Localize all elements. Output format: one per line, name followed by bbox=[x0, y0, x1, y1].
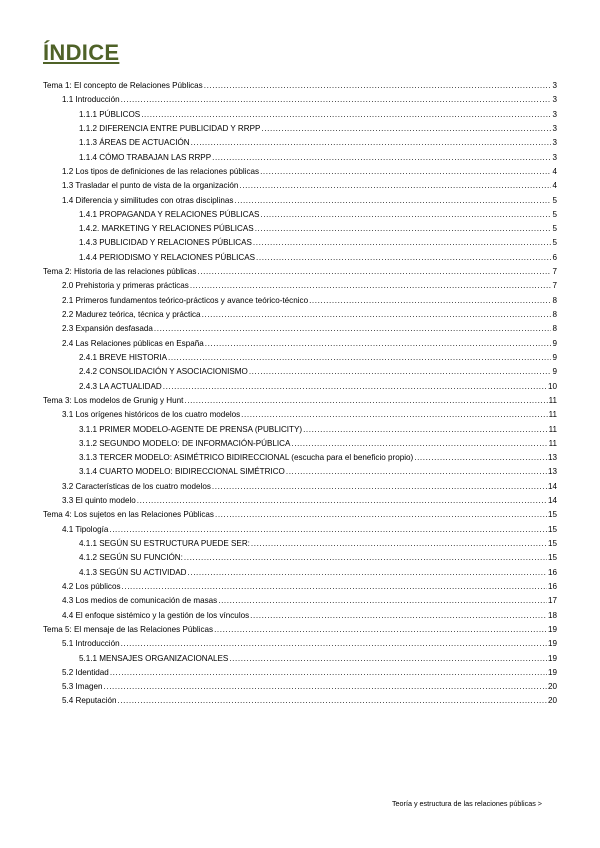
toc-entry-label: Tema 4: Los sujetos en las Relaciones Públicas bbox=[43, 510, 214, 520]
toc-entry[interactable] bbox=[43, 308, 557, 322]
toc-entry-page-number: 9 bbox=[552, 352, 557, 362]
toc-entry-label: 1.1.1 PÚBLICOS bbox=[79, 109, 141, 119]
toc-dot-leader bbox=[229, 652, 547, 666]
toc-dot-leader bbox=[260, 165, 551, 179]
toc-dot-leader bbox=[168, 351, 551, 365]
toc-entry-label: 5.2 Identidad bbox=[62, 667, 109, 677]
toc-dot-leader bbox=[117, 694, 547, 708]
toc-entry[interactable] bbox=[43, 365, 557, 379]
toc-entry[interactable] bbox=[43, 494, 557, 508]
toc-entry-label: 1.3 Trasladar el punto de vista de la organización bbox=[62, 181, 239, 191]
toc-dot-leader bbox=[197, 265, 551, 279]
toc-entry-label: 1.1.4 CÓMO TRABAJAN LAS RRPP bbox=[79, 152, 212, 162]
toc-entry-label: 1.2 Los tipos de definiciones de las relaciones públicas bbox=[62, 166, 260, 176]
toc-entry-page-number: 19 bbox=[547, 653, 557, 663]
toc-entry-label: 5.1.1 MENSAJES ORGANIZACIONALES bbox=[79, 653, 229, 663]
toc-entry[interactable] bbox=[43, 437, 557, 451]
toc-entry[interactable] bbox=[43, 623, 557, 637]
toc-entry[interactable] bbox=[43, 380, 557, 394]
toc-entry-label: 1.4.2. MARKETING Y RELACIONES PÚBLICAS bbox=[79, 224, 254, 234]
toc-entry[interactable] bbox=[43, 265, 557, 279]
toc-entry-page-number: 11 bbox=[548, 424, 557, 434]
toc-entry-label: 2.1 Primeros fundamentos teórico-prácticos y avance teórico-técnico bbox=[62, 295, 309, 305]
toc-dot-leader bbox=[109, 523, 547, 537]
toc-entry-page-number: 5 bbox=[552, 224, 557, 234]
toc-entry-label: 4.1 Tipología bbox=[62, 524, 109, 534]
toc-dot-leader bbox=[286, 465, 547, 479]
toc-entry-page-number: 15 bbox=[547, 539, 557, 548]
toc-entry-page-number: 18 bbox=[547, 610, 557, 620]
toc-entry[interactable] bbox=[43, 609, 557, 623]
toc-entry[interactable] bbox=[43, 537, 557, 551]
toc-entry[interactable] bbox=[43, 694, 557, 708]
toc-dot-leader bbox=[154, 322, 552, 336]
toc-entry-page-number: 7 bbox=[552, 267, 557, 277]
toc-dot-leader bbox=[234, 194, 551, 208]
toc-dot-leader bbox=[256, 251, 551, 265]
toc-entry-page-number: 11 bbox=[548, 410, 557, 420]
toc-entry[interactable] bbox=[43, 322, 557, 336]
toc-dot-leader bbox=[255, 222, 552, 236]
toc-entry[interactable] bbox=[43, 566, 557, 580]
toc-dot-leader bbox=[241, 408, 547, 422]
toc-entry-label: 3.1.2 SEGUNDO MODELO: DE INFORMACIÓN-PÚBLICA bbox=[79, 438, 291, 448]
toc-dot-leader bbox=[205, 337, 552, 351]
toc-entry[interactable] bbox=[43, 194, 557, 208]
toc-entry-label: 2.2 Madurez teórica, técnica y práctica bbox=[62, 310, 201, 319]
toc-entry[interactable] bbox=[43, 666, 557, 680]
toc-entry-label: 1.1.3 ÁREAS DE ACTUACIÓN bbox=[79, 138, 190, 148]
toc-entry-label: Tema 3: Los modelos de Grunig y Hunt bbox=[43, 395, 184, 405]
toc-entry[interactable] bbox=[43, 508, 557, 522]
toc-entry-page-number: 3 bbox=[552, 95, 557, 105]
toc-entry[interactable] bbox=[43, 408, 557, 422]
toc-dot-leader bbox=[414, 451, 547, 465]
toc-entry-label: 3.1 Los orígenes históricos de los cuatro modelos bbox=[62, 410, 241, 420]
toc-entry-page-number: 3 bbox=[552, 138, 557, 148]
toc-dot-leader bbox=[215, 508, 547, 522]
toc-dot-leader bbox=[214, 623, 547, 637]
toc-dot-leader bbox=[303, 423, 548, 437]
toc-dot-leader bbox=[184, 551, 547, 565]
toc-entry-label: Tema 5: El mensaje de las Relaciones Públicas bbox=[43, 624, 214, 634]
toc-entry[interactable] bbox=[43, 337, 557, 351]
toc-dot-leader bbox=[212, 151, 551, 165]
toc-entry-label: 2.4.1 BREVE HISTORIA bbox=[79, 352, 168, 362]
toc-dot-leader bbox=[309, 294, 551, 308]
toc-entry-page-number: 9 bbox=[552, 338, 557, 348]
toc-entry[interactable] bbox=[43, 351, 557, 365]
toc-entry-label: 1.4.4 PERIODISMO Y RELACIONES PÚBLICAS bbox=[79, 252, 256, 262]
toc-entry-page-number: 4 bbox=[552, 181, 557, 191]
toc-entry-page-number: 3 bbox=[552, 123, 557, 133]
toc-entry-page-number: 3 bbox=[552, 81, 557, 90]
toc-entry-label: 2.4 Las Relaciones públicas en España bbox=[62, 338, 204, 348]
toc-entry[interactable] bbox=[43, 251, 557, 265]
page-title: ÍNDICE bbox=[43, 40, 120, 65]
toc-entry-label: 2.4.2 CONSOLIDACIÓN Y ASOCIACIONISMO bbox=[79, 367, 248, 377]
toc-entry[interactable] bbox=[43, 465, 557, 479]
toc-entry-label: 3.1.4 CUARTO MODELO: BIDIRECCIONAL SIMÉTRICO bbox=[79, 467, 285, 477]
toc-entry-page-number: 14 bbox=[547, 481, 557, 491]
toc-entry-page-number: 7 bbox=[552, 281, 557, 291]
toc-entry[interactable] bbox=[43, 136, 557, 150]
toc-dot-leader bbox=[212, 480, 547, 494]
toc-dot-leader bbox=[291, 437, 547, 451]
toc-entry-page-number: 11 bbox=[548, 395, 557, 405]
toc-entry-page-number: 8 bbox=[552, 324, 557, 334]
toc-dot-leader bbox=[251, 537, 547, 551]
toc-entry-label: 5.1 Introducción bbox=[62, 639, 120, 649]
toc-entry[interactable] bbox=[43, 451, 557, 465]
toc-entry-label: 1.1.2 DIFERENCIA ENTRE PUBLICIDAD Y RRPP bbox=[79, 123, 261, 133]
toc-entry[interactable] bbox=[43, 108, 557, 122]
toc-entry-page-number: 13 bbox=[547, 467, 557, 477]
toc-entry-label: 4.3 Los medios de comunicación de masas bbox=[62, 596, 218, 606]
toc-entry-label: 5.3 Imagen bbox=[62, 682, 103, 692]
toc-entry[interactable] bbox=[43, 680, 557, 694]
toc-entry-page-number: 19 bbox=[547, 639, 557, 649]
toc-entry[interactable] bbox=[43, 93, 557, 107]
toc-entry-page-number: 16 bbox=[547, 567, 557, 577]
toc-entry-page-number: 8 bbox=[552, 310, 557, 319]
toc-entry-page-number: 17 bbox=[547, 596, 557, 606]
toc-entry-page-number: 5 bbox=[552, 238, 557, 248]
toc-entry-page-number: 20 bbox=[547, 696, 557, 706]
toc-entry-label: 3.1.3 TERCER MODELO: ASIMÉTRICO BIDIRECCIONAL (escucha para el beneficio propio) bbox=[79, 453, 414, 463]
toc-dot-leader bbox=[141, 108, 551, 122]
toc-entry-page-number: 20 bbox=[547, 682, 557, 692]
toc-entry[interactable] bbox=[43, 122, 557, 136]
toc-entry-page-number: 8 bbox=[552, 295, 557, 305]
toc-dot-leader bbox=[260, 208, 551, 222]
toc-entry-label: 4.1.2 SEGÚN SU FUNCIÓN: bbox=[79, 553, 183, 563]
toc-entry[interactable] bbox=[43, 523, 557, 537]
toc-dot-leader bbox=[191, 136, 552, 150]
toc-entry[interactable] bbox=[43, 79, 557, 93]
toc-entry-label: Tema 1: El concepto de Relaciones Públicas bbox=[43, 81, 203, 90]
toc-entry[interactable] bbox=[43, 652, 557, 666]
toc-entry-page-number: 4 bbox=[552, 166, 557, 176]
toc-dot-leader bbox=[249, 365, 552, 379]
toc-entry-label: 4.1.3 SEGÚN SU ACTIVIDAD bbox=[79, 567, 187, 577]
toc-entry[interactable] bbox=[43, 236, 557, 250]
toc-entry-label: 1.4 Diferencia y similitudes con otras disciplinas bbox=[62, 195, 234, 205]
toc-entry-page-number: 16 bbox=[547, 581, 557, 591]
toc-entry-label: 4.2 Los públicos bbox=[62, 581, 121, 591]
toc-entry-page-number: 15 bbox=[547, 524, 557, 534]
toc-dot-leader bbox=[250, 609, 547, 623]
toc-entry[interactable] bbox=[43, 594, 557, 608]
toc-entry[interactable] bbox=[43, 580, 557, 594]
toc-entry-page-number: 10 bbox=[547, 381, 557, 391]
toc-dot-leader bbox=[202, 308, 552, 322]
toc-entry-label: 2.0 Prehistoria y primeras prácticas bbox=[62, 281, 189, 291]
toc-entry[interactable] bbox=[43, 222, 557, 236]
toc-entry-page-number: 3 bbox=[552, 109, 557, 119]
toc-entry-page-number: 13 bbox=[547, 453, 557, 463]
toc-dot-leader bbox=[110, 666, 547, 680]
toc-entry-label: 1.4.1 PROPAGANDA Y RELACIONES PÚBLICAS bbox=[79, 209, 260, 219]
toc-dot-leader bbox=[163, 380, 547, 394]
toc-entry-page-number: 9 bbox=[552, 367, 557, 377]
toc-dot-leader bbox=[121, 93, 552, 107]
toc-dot-leader bbox=[218, 594, 547, 608]
toc-entry[interactable] bbox=[43, 423, 557, 437]
toc-entry-page-number: 11 bbox=[548, 438, 557, 448]
toc-entry-label: 5.4 Reputación bbox=[62, 696, 117, 706]
toc-entry[interactable] bbox=[43, 394, 557, 408]
toc-dot-leader bbox=[121, 637, 547, 651]
toc-entry-page-number: 15 bbox=[547, 510, 557, 520]
toc-entry-label: 1.1 Introducción bbox=[62, 95, 120, 105]
toc-entry[interactable] bbox=[43, 151, 557, 165]
toc-entry-page-number: 6 bbox=[552, 252, 557, 262]
toc-entry[interactable] bbox=[43, 179, 557, 193]
toc-entry[interactable] bbox=[43, 208, 557, 222]
toc-dot-leader bbox=[104, 680, 547, 694]
toc-entry[interactable] bbox=[43, 551, 557, 565]
page-footer: Teoría y estructura de las relaciones públicas > bbox=[391, 799, 542, 808]
toc-entry[interactable] bbox=[43, 480, 557, 494]
toc-entry-label: 1.4.3 PUBLICIDAD Y RELACIONES PÚBLICAS bbox=[79, 238, 252, 248]
toc-entry[interactable] bbox=[43, 294, 557, 308]
toc-dot-leader bbox=[137, 494, 547, 508]
toc-dot-leader bbox=[261, 122, 551, 136]
table-of-contents bbox=[43, 79, 557, 709]
toc-entry-page-number: 14 bbox=[547, 496, 557, 506]
toc-entry[interactable] bbox=[43, 279, 557, 293]
toc-dot-leader bbox=[190, 279, 552, 293]
toc-dot-leader bbox=[239, 179, 551, 193]
toc-entry-page-number: 5 bbox=[552, 209, 557, 219]
toc-entry-label: Tema 2: Historia de las relaciones públicas bbox=[43, 267, 197, 277]
toc-dot-leader bbox=[253, 236, 552, 250]
toc-entry-label: 4.1.1 SEGÚN SU ESTRUCTURA PUEDE SER: bbox=[79, 539, 250, 548]
toc-entry[interactable] bbox=[43, 637, 557, 651]
toc-entry-label: 3.2 Características de los cuatro modelos bbox=[62, 481, 211, 491]
toc-entry-page-number: 3 bbox=[552, 152, 557, 162]
toc-entry-page-number: 5 bbox=[552, 195, 557, 205]
toc-dot-leader bbox=[184, 394, 547, 408]
toc-entry[interactable] bbox=[43, 165, 557, 179]
toc-entry-label: 3.1.1 PRIMER MODELO-AGENTE DE PRENSA (PUBLICITY) bbox=[79, 424, 303, 434]
toc-entry-page-number: 19 bbox=[547, 667, 557, 677]
toc-entry-page-number: 19 bbox=[547, 624, 557, 634]
toc-dot-leader bbox=[122, 580, 547, 594]
toc-entry-label: 3.3 El quinto modelo bbox=[62, 496, 136, 506]
toc-dot-leader bbox=[204, 79, 552, 93]
toc-dot-leader bbox=[188, 566, 547, 580]
toc-entry-page-number: 15 bbox=[547, 553, 557, 563]
toc-entry-label: 2.3 Expansión desfasada bbox=[62, 324, 153, 334]
toc-entry-label: 2.4.3 LA ACTUALIDAD bbox=[79, 381, 162, 391]
toc-entry-label: 4.4 El enfoque sistémico y la gestión de los vínculos bbox=[62, 610, 250, 620]
